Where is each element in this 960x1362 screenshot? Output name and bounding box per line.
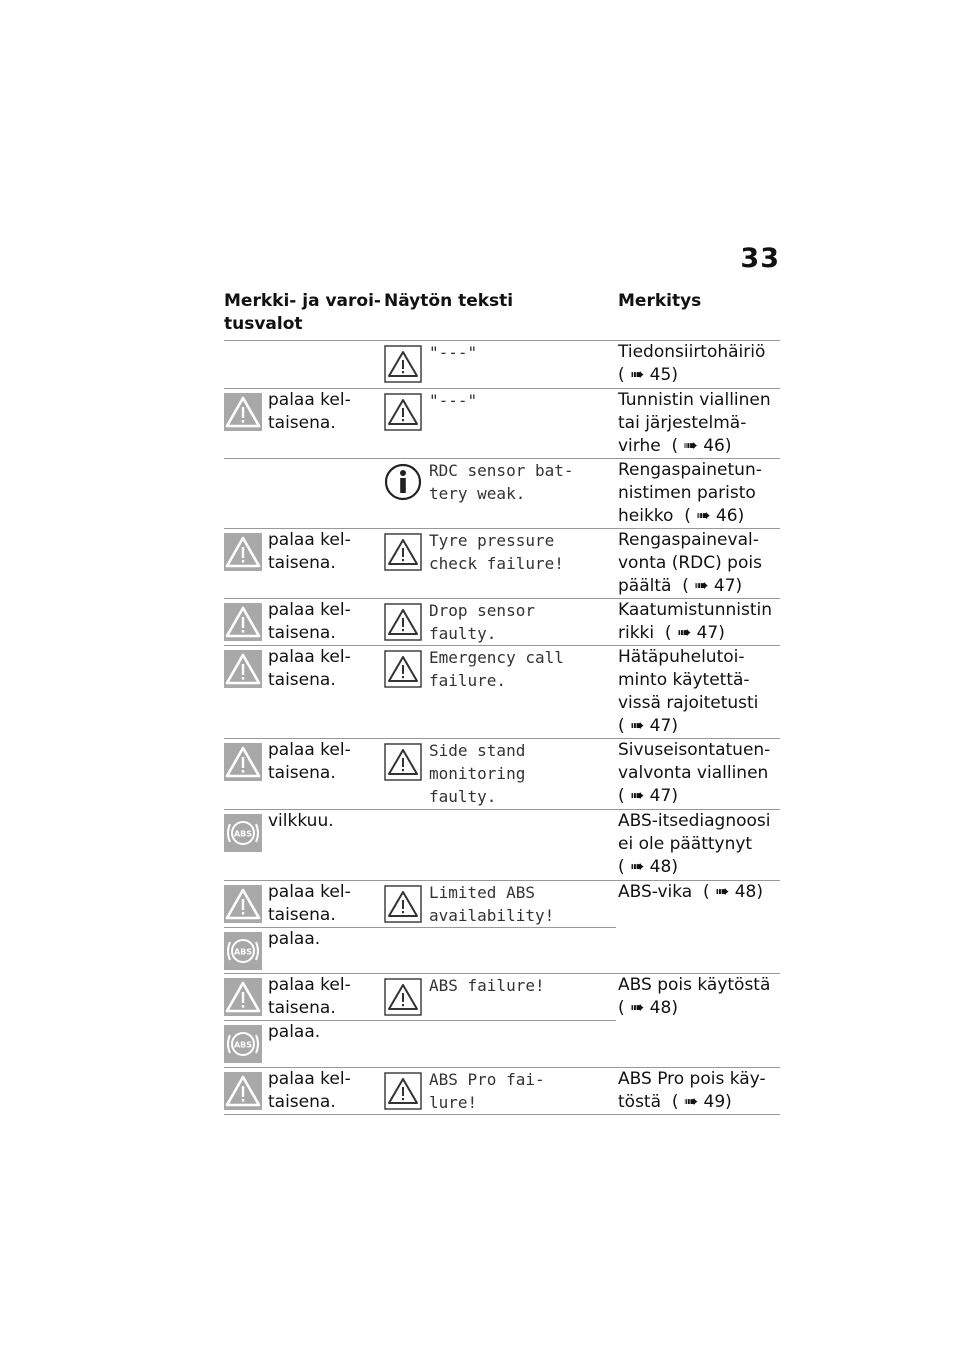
display-text: Emergency call failure. xyxy=(429,648,564,690)
meaning-text: ABS pois käytöstä ( ➠ 48) xyxy=(618,975,771,1018)
display-text: ABS failure! xyxy=(429,976,545,995)
header-lights: Merkki- ja varoi- tusvalot xyxy=(224,291,381,334)
display-text: Tyre pressure check failure! xyxy=(429,531,564,573)
warning-triangle-outline-icon xyxy=(384,885,422,923)
warning-triangle-outline-icon xyxy=(384,533,422,571)
display-text: Drop sensor faulty. xyxy=(429,601,535,643)
warning-triangle-filled-icon xyxy=(224,533,262,571)
table-row xyxy=(224,389,780,459)
warning-triangle-filled-icon xyxy=(224,978,262,1016)
display-text: "---" xyxy=(429,391,478,410)
meaning-text: Rengaspainetun- nistimen paristo heikko ( ➠ 46) xyxy=(618,460,762,526)
light-status: palaa kel- taisena. xyxy=(268,600,351,643)
table-row xyxy=(224,459,780,529)
warning-triangle-filled-icon xyxy=(224,885,262,923)
warning-triangle-filled-icon xyxy=(224,743,262,781)
header-meaning: Merkitys xyxy=(618,291,702,311)
table-row xyxy=(224,646,780,739)
table-row xyxy=(224,974,780,1068)
meaning-text: ABS Pro pois käy- töstä ( ➠ 49) xyxy=(618,1069,766,1112)
warning-triangle-outline-icon xyxy=(384,743,422,781)
meaning-text: ABS-itsediagnoosi ei ole päättynyt ( ➠ 48) xyxy=(618,811,771,877)
warning-triangle-filled-icon xyxy=(224,650,262,688)
table-row xyxy=(224,881,780,974)
table-row xyxy=(224,529,780,599)
warning-triangle-filled-icon xyxy=(224,1072,262,1110)
info-icon xyxy=(384,463,422,501)
meaning-text: Tunnistin viallinen tai järjestelmä- virhe ( ➠ 46) xyxy=(618,390,771,456)
table-row xyxy=(224,341,780,389)
light-status: palaa kel- taisena. xyxy=(268,975,351,1018)
abs-icon xyxy=(224,814,262,852)
abs-icon xyxy=(224,932,262,970)
display-text: Side stand monitoring faulty. xyxy=(429,741,526,806)
meaning-text: ABS-vika ( ➠ 48) xyxy=(618,882,763,902)
display-text: "---" xyxy=(429,343,478,362)
light-status: palaa kel- taisena. xyxy=(268,390,351,433)
meaning-text: Sivuseisontatuen- valvonta viallinen ( ➠ 47) xyxy=(618,740,771,806)
light-status: vilkkuu. xyxy=(268,811,334,831)
warning-triangle-outline-icon xyxy=(384,393,422,431)
table-row xyxy=(224,739,780,810)
meaning-text: Tiedonsiirtohäiriö ( ➠ 45) xyxy=(618,342,766,385)
warning-triangle-outline-icon xyxy=(384,1072,422,1110)
table-header xyxy=(224,290,780,341)
light-status-secondary: palaa. xyxy=(268,1022,321,1042)
page-number: 33 xyxy=(740,243,780,274)
meaning-text: Rengaspaineval- vonta (RDC) pois päältä ( ➠ 47) xyxy=(618,530,762,596)
table-row xyxy=(224,599,780,646)
warning-triangle-filled-icon xyxy=(224,603,262,641)
table-row xyxy=(224,1068,780,1115)
light-status: palaa kel- taisena. xyxy=(268,1069,351,1112)
display-text: Limited ABS availability! xyxy=(429,883,555,925)
light-status: palaa kel- taisena. xyxy=(268,740,351,783)
display-text: ABS Pro fai- lure! xyxy=(429,1070,545,1112)
warning-triangle-outline-icon xyxy=(384,978,422,1016)
meaning-text: Hätäpuhelutoi- minto käytettä- vissä rajoitetusti ( ➠ 47) xyxy=(618,647,759,736)
warning-triangle-filled-icon xyxy=(224,393,262,431)
light-status: palaa kel- taisena. xyxy=(268,530,351,573)
header-display-text: Näytön teksti xyxy=(384,291,514,311)
warning-triangle-outline-icon xyxy=(384,345,422,383)
abs-icon xyxy=(224,1025,262,1063)
light-status: palaa kel- taisena. xyxy=(268,647,351,690)
warning-triangle-outline-icon xyxy=(384,603,422,641)
light-status: palaa kel- taisena. xyxy=(268,882,351,925)
warning-triangle-outline-icon xyxy=(384,650,422,688)
light-status-secondary: palaa. xyxy=(268,929,321,949)
table-row xyxy=(224,810,780,881)
display-text: RDC sensor bat- tery weak. xyxy=(429,461,574,503)
meaning-text: Kaatumistunnistin rikki ( ➠ 47) xyxy=(618,600,772,643)
